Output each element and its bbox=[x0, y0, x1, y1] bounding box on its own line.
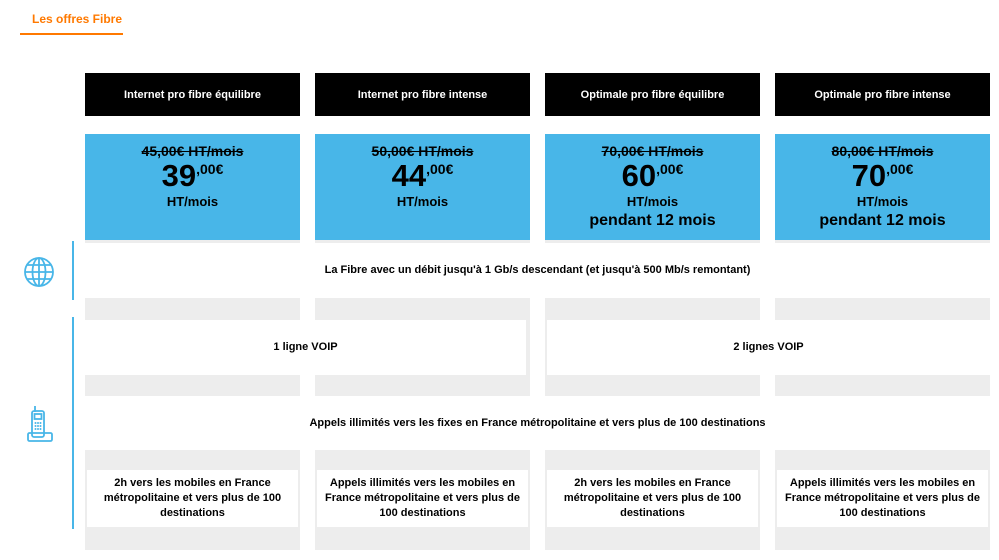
plan-header-optimale-equilibre: Optimale pro fibre équilibre bbox=[545, 73, 760, 116]
old-price: 80,00€ HT/mois bbox=[831, 143, 934, 159]
plan-header-internet-intense: Internet pro fibre intense bbox=[315, 73, 530, 116]
feature-mobile-calls-2h: 2h vers les mobiles en France métropolitaine et vers plus de 100 destinations bbox=[547, 470, 758, 527]
current-price bbox=[85, 158, 300, 194]
price-decimal: ,00€ bbox=[426, 161, 454, 177]
feature-mobile-calls-unlimited: Appels illimités vers les mobiles en France métropolitaine et vers plus de 100 destinations bbox=[777, 470, 988, 527]
price-box bbox=[775, 134, 990, 240]
price-period: HT/mois bbox=[166, 194, 219, 209]
feature-mobile-calls-2h: 2h vers les mobiles en France métropolitaine et vers plus de 100 destinations bbox=[87, 470, 298, 527]
cordless-phone-icon bbox=[26, 405, 54, 443]
price-box bbox=[545, 134, 760, 240]
current-price bbox=[315, 158, 530, 194]
price-decimal: ,00€ bbox=[886, 161, 914, 177]
price-integer: 60 bbox=[621, 158, 657, 193]
old-price: 45,00€ HT/mois bbox=[141, 143, 244, 159]
price-decimal: ,00€ bbox=[196, 161, 224, 177]
old-price: 50,00€ HT/mois bbox=[371, 143, 474, 159]
price-integer: 70 bbox=[851, 158, 887, 193]
feature-voip-2-lines: 2 lignes VOIP bbox=[547, 320, 990, 375]
price-duration: pendant 12 mois bbox=[589, 212, 716, 229]
feature-internet-speed: La Fibre avec un débit jusqu'à 1 Gb/s descendant (et jusqu'à 500 Mb/s remontant) bbox=[85, 243, 990, 298]
plan-header-optimale-intense: Optimale pro fibre intense bbox=[775, 73, 990, 116]
tab-les-offres-fibre[interactable] bbox=[20, 0, 123, 35]
feature-voip-1-line: 1 ligne VOIP bbox=[85, 320, 526, 375]
price-box bbox=[315, 134, 530, 240]
separator bbox=[760, 302, 774, 316]
separator bbox=[530, 302, 544, 316]
internet-section-line bbox=[72, 241, 74, 300]
separator bbox=[300, 302, 314, 316]
price-period: HT/mois bbox=[396, 194, 449, 209]
plan-header-internet-equilibre: Internet pro fibre équilibre bbox=[85, 73, 300, 116]
phone-section-line bbox=[72, 317, 74, 529]
tab-label: Les offres Fibre bbox=[32, 12, 123, 26]
old-price: 70,00€ HT/mois bbox=[601, 143, 704, 159]
feature-mobile-calls-unlimited: Appels illimités vers les mobiles en France métropolitaine et vers plus de 100 destinations bbox=[317, 470, 528, 527]
price-integer: 39 bbox=[161, 158, 197, 193]
current-price bbox=[545, 158, 760, 194]
current-price bbox=[775, 158, 990, 194]
feature-fixed-calls: Appels illimités vers les fixes en France métropolitaine et vers plus de 100 destinations bbox=[85, 396, 990, 450]
price-period: HT/mois bbox=[626, 194, 679, 209]
price-duration: pendant 12 mois bbox=[819, 212, 946, 229]
separator bbox=[300, 378, 314, 392]
price-period: HT/mois bbox=[856, 194, 909, 209]
price-integer: 44 bbox=[391, 158, 427, 193]
globe-icon bbox=[23, 256, 55, 288]
price-decimal: ,00€ bbox=[656, 161, 684, 177]
price-box bbox=[85, 134, 300, 240]
separator bbox=[760, 378, 774, 392]
